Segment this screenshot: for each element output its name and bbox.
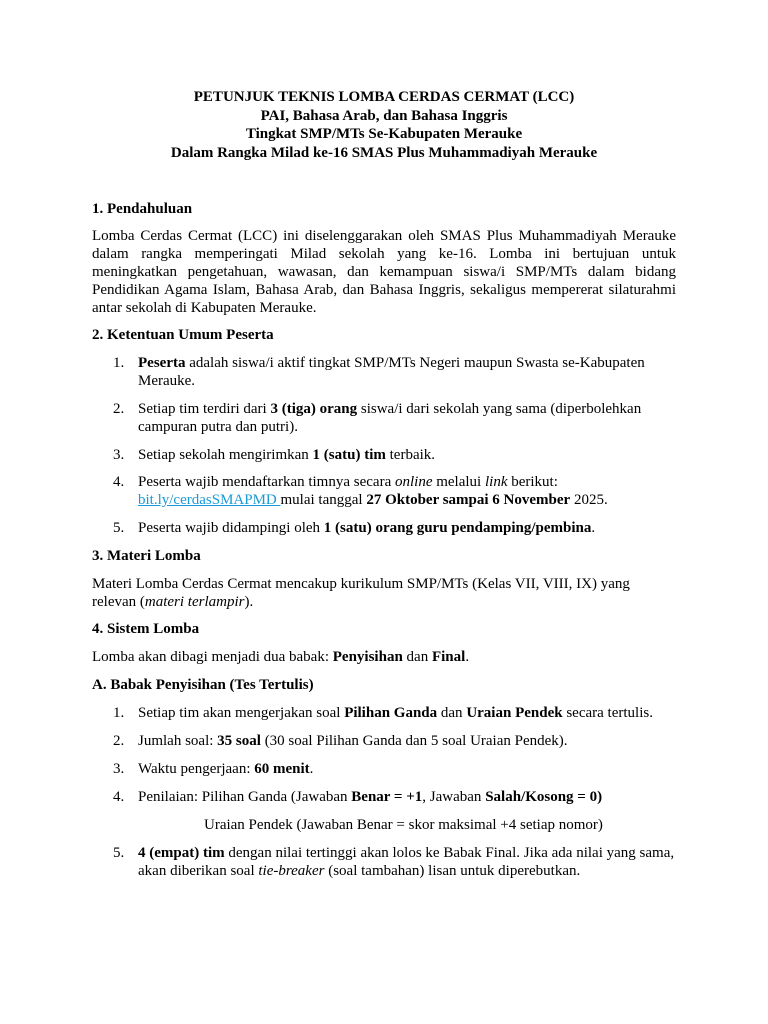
- list-item: 1. Setiap tim akan mengerjakan soal Pilihan Ganda dan Uraian Pendek secara tertulis.: [113, 704, 653, 721]
- list-item-continuation: Uraian Pendek (Jawaban Benar = skor maksimal +4 setiap nomor): [204, 816, 603, 833]
- section-4-heading: 4. Sistem Lomba: [92, 620, 200, 637]
- list-item: 2. Jumlah soal: 35 soal (30 soal Pilihan Ganda dan 5 soal Uraian Pendek).: [113, 732, 568, 749]
- section-a-list: [92, 704, 676, 880]
- document-title: [92, 88, 676, 163]
- list-item: 2. Setiap tim terdiri dari 3 (tiga) orang siswa/i dari sekolah yang sama (diperbolehkan campuran putra dan putri).: [113, 400, 642, 435]
- list-item: 4. Peserta wajib mendaftarkan timnya secara online melalui link berikut: bit.ly/cerdasSMAPMD mulai tanggal 27 Oktober sampai 6 November 2025.: [113, 473, 608, 508]
- section-4-paragraph: Lomba akan dibagi menjadi dua babak: Penyisihan dan Final.: [92, 648, 470, 665]
- section-3-paragraph: Materi Lomba Cerdas Cermat mencakup kurikulum SMP/MTs (Kelas VII, VIII, IX) yang relevan (materi terlampir).: [92, 575, 630, 610]
- title-line-3: Tingkat SMP/MTs Se-Kabupaten Merauke: [245, 126, 523, 143]
- list-item: 5. 4 (empat) tim dengan nilai tertinggi akan lolos ke Babak Final. Jika ada nilai yang sama, akan diberikan soal tie-breaker (soal tambahan) lisan untuk diperebutkan.: [113, 844, 675, 879]
- section-1-heading: 1. Pendahuluan: [92, 200, 193, 217]
- list-item: 5. Peserta wajib didampingi oleh 1 (satu) orang guru pendamping/pembina.: [113, 519, 596, 536]
- section-2-heading: 2. Ketentuan Umum Peserta: [92, 326, 274, 343]
- list-item: 1. Peserta adalah siswa/i aktif tingkat SMP/MTs Negeri maupun Swasta se-Kabupaten Merauke.: [113, 354, 645, 389]
- title-line-2: PAI, Bahasa Arab, dan Bahasa Inggris: [260, 107, 508, 124]
- title-line-4: Dalam Rangka Milad ke-16 SMAS Plus Muhammadiyah Merauke: [170, 145, 598, 162]
- section-2-list: [92, 354, 676, 537]
- list-item: 4. Penilaian: Pilihan Ganda (Jawaban Benar = +1, Jawaban Salah/Kosong = 0) Uraian Pendek (Jawaban Benar = skor maksimal +4 setiap nomor): [92, 788, 676, 834]
- section-a-heading: A. Babak Penyisihan (Tes Tertulis): [92, 676, 314, 693]
- list-item: 3. Waktu pengerjaan: 60 menit.: [113, 760, 314, 777]
- registration-link[interactable]: bit.ly/cerdasSMAPMD: [138, 491, 281, 508]
- list-item: 3. Setiap sekolah mengirimkan 1 (satu) tim terbaik.: [113, 446, 436, 463]
- section-3-heading: 3. Materi Lomba: [92, 547, 201, 564]
- title-line-1: PETUNJUK TEKNIS LOMBA CERDAS CERMAT (LCC): [193, 89, 575, 105]
- section-1-paragraph: Lomba Cerdas Cermat (LCC) ini diselenggarakan oleh SMAS Plus Muhammadiyah Merauke dalam rangka memperingati Milad sekolah yang ke-16. Lomba ini bertujuan untuk meningkatkan pengetahuan, wawasan, dan kemampuan siswa/i SMP/MTs dalam bidang Pendidikan Agama Islam, Bahasa Arab, dan Bahasa Inggris, sekaligus mempererat silaturahmi antar sekolah di Kabupaten Merauke.: [92, 227, 676, 316]
